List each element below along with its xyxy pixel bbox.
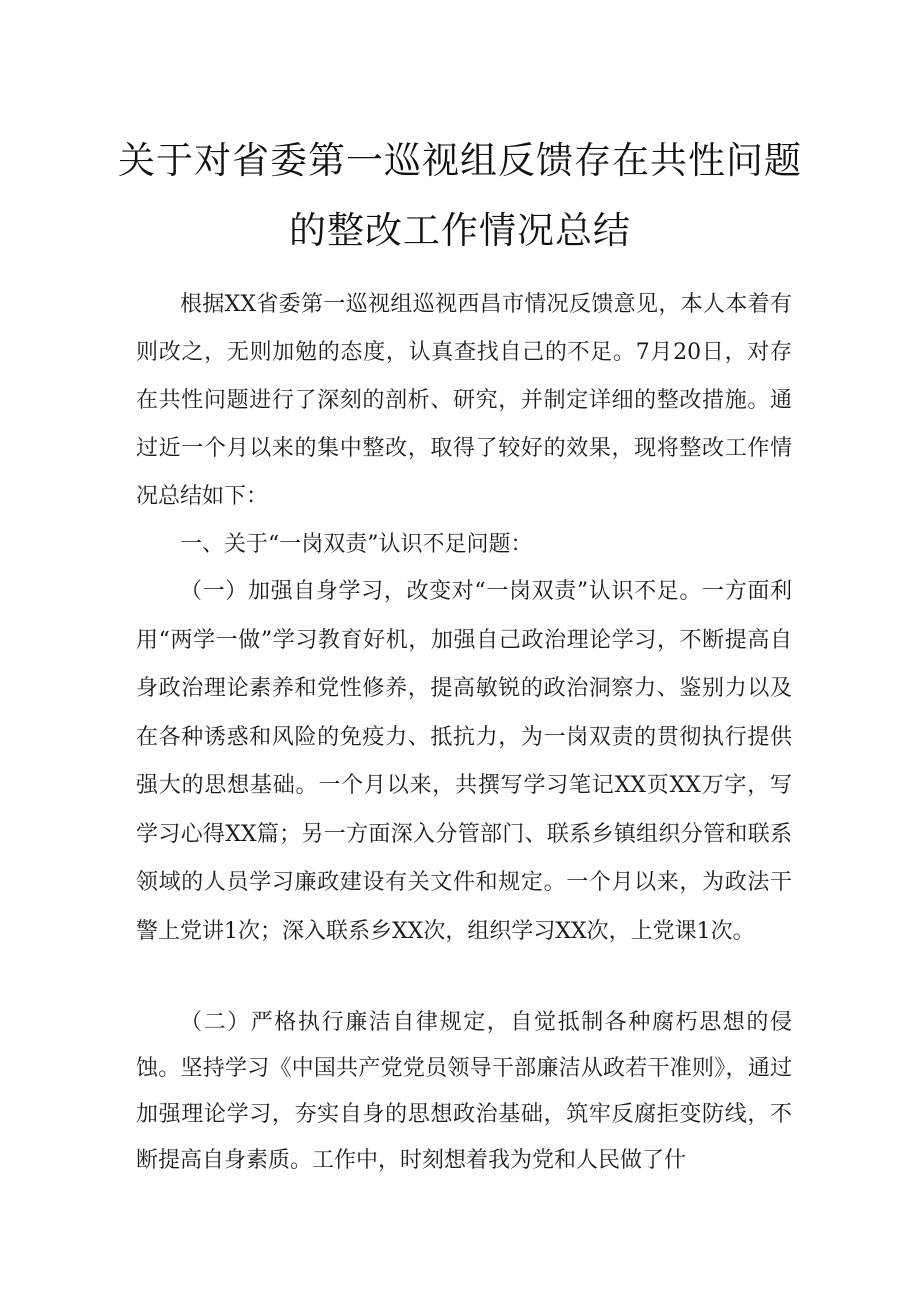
document-title-line-1: 关于对省委第一巡视组反馈存在共性问题 (118, 139, 802, 182)
document-title-line-2: 的整改工作情况总结 (289, 209, 631, 252)
paragraph-item-1: （一）加强自身学习，改变对“一岗双责”认识不足。一方面利用“两学一做”学习教育好机，加强自己政治理论学习，不断提高自身政治理论素养和党性修养，提高敏锐的政治洞察力、鉴别力以及在各种诱惑和风险的免疫力、抵抗力，为一岗双责的贯彻执行提供强大的思想基础。一个月以来，共撰写学习笔记XX页XX万字，写学习心得XX篇；另一方面深入分管部门、联系乡镇组织分管和联系领域的人员学习廉政建设有关文件和规定。一个月以来，为政法干警上党讲1次；深入联系乡XX次，组织学习XX次，上党课1次。 (136, 579, 792, 944)
paragraph-item-2: （二）严格执行廉洁自律规定，自觉抵制各种腐朽思想的侵蚀。坚持学习《中国共产党党员领导干部廉洁从政若干准则》，通过加强理论学习，夯实自身的思想政治基础，筑牢反腐拒变防线，不断提高自身素质。工作中，时刻想着我为党和人民做了什 (136, 1010, 792, 1173)
section-heading-1: 一、关于“一岗双责”认识不足问题： (180, 532, 533, 557)
paragraph-intro: 根据XX省委第一巡视组巡视西昌市情况反馈意见，本人本着有则改之，无则加勉的态度，认真查找自己的不足。7月20日，对存在共性问题进行了深刻的剖析、研究，并制定详细的整改措施。通过近一个月以来的集中整改，取得了较好的效果，现将整改工作情况总结如下： (136, 292, 792, 509)
